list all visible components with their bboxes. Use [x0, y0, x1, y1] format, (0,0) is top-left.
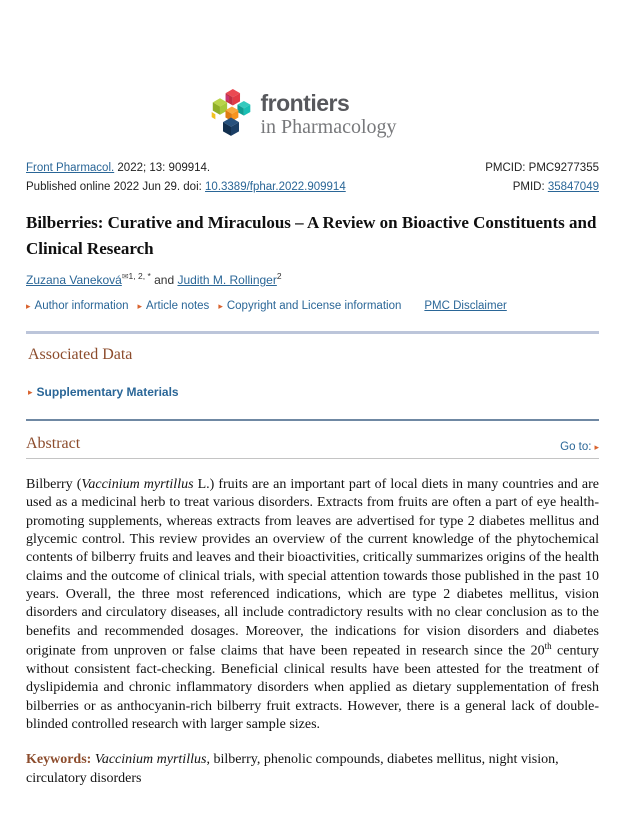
author2-superscript: 2	[276, 271, 282, 281]
abstract-heading: Abstract	[26, 435, 81, 452]
abstract-text: L.) fruits are an important part of local diets in many countries and are used as a medicinal herb to treat various disorders. Extracts from fruits are often a part of eye health-promoting supplements, whereas extracts from leaves are advertised for type 2 diabetes mellitus and glycemic control. This review provides an overview of the current knowledge of the phytochemical contents of bilberry fruits and leaves and their bioactivities, critically summarizes origins of the health claims and the outcome of clinical trials, with special attention towards those published in the past 10 years. Overall, the three most referenced indications, which are type 2 diabetes mellitus, vision disorders and circulatory diseases, all include contradictory results with no clear conclusion as to the benefits and recommended dosages. Moreover, the indications for vision disorders and diabetes originate from unproven or false claims that have been repeated in research since the 20	[26, 477, 599, 659]
abstract-paragraph	[26, 476, 599, 734]
article-meta-links	[26, 300, 599, 312]
pmid-label: PMID:	[512, 181, 548, 193]
copyright-license-link[interactable]: ▸ Copyright and License information	[218, 300, 402, 312]
abstract-text: century without consistent fact-checking. Beneficial clinical results have been attested for the treatment of dyslipidemia and chronic inflammatory disorders when applied as dietary supplementation of fresh bilberries or as anthocyanin-rich bilberry fruit extracts. However, there is a general lack of double-blinded controlled research with larger sample sizes.	[26, 643, 599, 732]
logo-brand-text: frontiers	[260, 90, 350, 116]
goto-triangle-icon: ▸	[594, 442, 599, 452]
published-line	[26, 181, 346, 193]
keywords-paragraph	[26, 751, 599, 788]
keywords-label: Keywords:	[26, 752, 95, 768]
logo-journal-text: in Pharmacology	[260, 116, 397, 138]
bullet-triangle-icon: ▸	[26, 300, 31, 311]
associated-data-section	[26, 331, 599, 421]
pmid-link[interactable]: 35847049	[547, 181, 599, 193]
citation-block	[26, 162, 599, 193]
supplementary-materials-link[interactable]: ▸ Supplementary Materials	[28, 385, 179, 399]
pmc-disclaimer-link[interactable]: PMC Disclaimer	[424, 300, 507, 312]
pmcid-text: PMCID: PMC9277355	[485, 162, 599, 174]
frontiers-cubes-icon	[208, 86, 254, 138]
bullet-triangle-icon: ▸	[28, 386, 33, 397]
authors-conjunction: and	[150, 273, 178, 287]
doi-link[interactable]: 10.3389/fphar.2022.909914	[205, 181, 346, 193]
journal-link[interactable]: Front Pharmacol.	[26, 162, 115, 174]
published-text: Published online 2022 Jun 29. doi:	[26, 181, 206, 193]
bullet-triangle-icon: ▸	[218, 300, 223, 311]
author1-superscript: ✉1, 2, *	[121, 271, 151, 281]
keywords-text: , bilberry, phenolic compounds, diabetes mellitus, night vision, circulatory disorders	[26, 752, 559, 786]
pmid-line	[513, 181, 599, 193]
ordinal-superscript: th	[544, 640, 552, 651]
goto-link[interactable]: Go to: ▸	[560, 441, 599, 453]
abstract-text: Bilberry (	[26, 477, 82, 492]
citation-issue: 2022; 13: 909914.	[114, 162, 211, 174]
abstract-header	[26, 435, 599, 459]
species-name-italic: Vaccinium myrtillus	[81, 477, 194, 492]
author-link-2[interactable]: Judith M. Rollinger	[177, 273, 277, 287]
journal-citation	[26, 162, 210, 174]
journal-logo	[26, 0, 599, 138]
bullet-triangle-icon: ▸	[137, 300, 143, 311]
keywords-species-italic: Vaccinium myrtillus	[94, 752, 207, 768]
author-link-1[interactable]: Zuzana Vaneková	[26, 273, 122, 287]
article-notes-link[interactable]: ▸ Article notes	[137, 300, 210, 312]
corresponding-author-icon: ✉	[121, 272, 129, 281]
author-list	[26, 271, 599, 287]
article-title: Bilberries: Curative and Miraculous – A Review on Bioactive Constituents and Clinical Research	[26, 213, 597, 258]
associated-data-heading: Associated Data	[28, 346, 133, 363]
author-information-link[interactable]: ▸ Author information	[26, 300, 129, 312]
